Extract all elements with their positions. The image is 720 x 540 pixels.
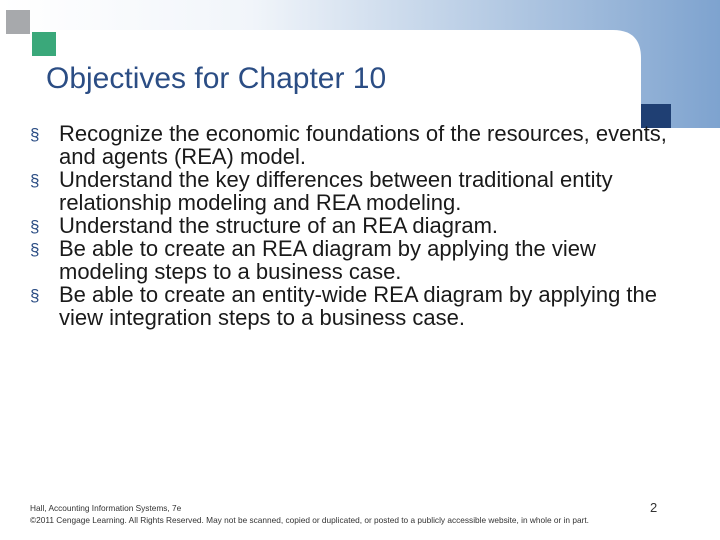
bullet-text: Be able to create an entity-wide REA diagram by applying the view integration steps to a business case. [59,282,658,330]
objectives-list [30,122,670,329]
list-item [30,168,670,214]
bullet-text: Be able to create an REA diagram by applying the view modeling steps to a business case. [59,236,596,284]
bullet-icon: § [30,286,40,305]
green-square-decoration [32,32,56,56]
slide-title: Objectives for Chapter 10 [46,62,387,95]
page-number: 2 [650,500,658,515]
bullet-icon: § [30,171,40,190]
list-item [30,237,670,283]
bullet-icon: § [30,217,40,236]
footer [30,502,589,526]
bullet-text: Understand the structure of an REA diagram. [59,213,499,238]
footer-copyright: ©2011 Cengage Learning. All Rights Reserved. May not be scanned, copied or duplicated, or posted to a publicly accessible website, in whole or in part. [30,515,589,525]
footer-source: Hall, Accounting Information Systems, 7e [30,503,182,513]
bullet-text: Recognize the economic foundations of the resources, events, and agents (REA) model. [59,121,667,169]
bullet-text: Understand the key differences between traditional entity relationship modeling and REA modeling. [59,167,613,215]
bullet-icon: § [30,125,40,144]
list-item [30,283,670,329]
list-item [30,122,670,168]
list-item [30,214,670,237]
gray-square-decoration [6,10,30,34]
bullet-icon: § [30,240,40,259]
